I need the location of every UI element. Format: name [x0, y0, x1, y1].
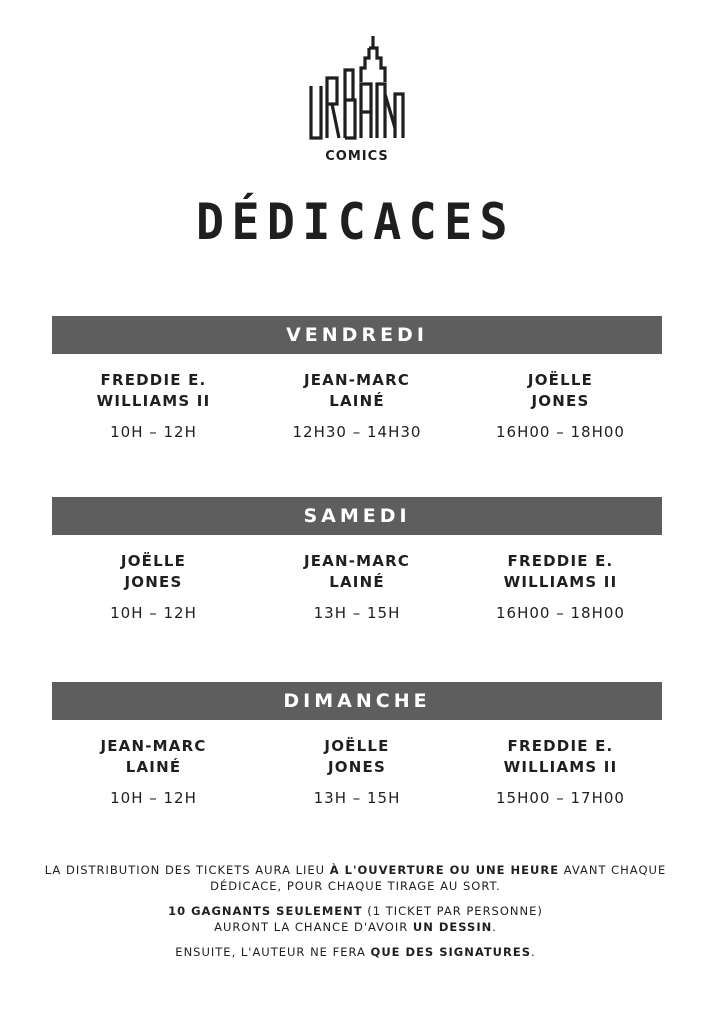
- day-section-sunday: [52, 682, 662, 807]
- author-name: JOËLLE JONES: [324, 737, 390, 776]
- author-name: FREDDIE E. WILLIAMS II: [503, 737, 618, 776]
- day-header: SAMEDI: [52, 497, 662, 535]
- time-slot: 15H00 – 17H00: [496, 789, 625, 807]
- note-text: AVANT CHAQUE DÉDICACE, POUR CHAQUE TIRAGE AU SORT.: [210, 863, 667, 893]
- signing-slot: [52, 370, 255, 441]
- note-emphasis: QUE DES SIGNATURES: [370, 945, 532, 959]
- signing-slot: [52, 551, 255, 622]
- note-text: .: [492, 920, 497, 934]
- note-text: ENSUITE, L'AUTEUR NE FERA: [175, 945, 371, 959]
- note-text: LA DISTRIBUTION DES TICKETS AURA LIEU: [44, 863, 330, 877]
- time-slot: 13H – 15H: [313, 789, 401, 807]
- signing-slot: [459, 551, 662, 622]
- day-header: VENDREDI: [52, 316, 662, 354]
- slots-row: [52, 370, 662, 441]
- time-slot: 12H30 – 14H30: [292, 423, 422, 441]
- note-emphasis: UN DESSIN: [412, 920, 493, 934]
- day-header: DIMANCHE: [52, 682, 662, 720]
- winners-note: [40, 903, 671, 935]
- footer-notes: [40, 862, 671, 969]
- signing-slot: [52, 736, 255, 807]
- signing-slot: [459, 736, 662, 807]
- slots-row: [52, 551, 662, 622]
- urban-skyline-logo-icon: [305, 34, 409, 150]
- page-title: DÉDICACES: [196, 193, 515, 251]
- author-name: JOËLLE JONES: [120, 552, 187, 591]
- author-name: JEAN-MARC LAINÉ: [303, 371, 411, 410]
- time-slot: 10H – 12H: [110, 604, 197, 622]
- author-name: JOËLLE JONES: [527, 371, 594, 410]
- author-name: JEAN-MARC LAINÉ: [303, 552, 411, 591]
- note-text: AURONT LA CHANCE D'AVOIR: [214, 920, 413, 934]
- signing-slot: [255, 736, 459, 807]
- signing-slot: [459, 370, 662, 441]
- author-name: JEAN-MARC LAINÉ: [100, 737, 207, 776]
- day-section-friday: [52, 316, 662, 441]
- ticket-distribution-note: [40, 862, 671, 894]
- note-text: (1 TICKET PAR PERSONNE): [362, 904, 543, 918]
- signing-slot: [255, 370, 459, 441]
- author-name: FREDDIE E. WILLIAMS II: [503, 552, 618, 591]
- slots-row: [52, 736, 662, 807]
- note-text: .: [531, 945, 536, 959]
- day-section-saturday: [52, 497, 662, 622]
- time-slot: 16H00 – 18H00: [496, 604, 625, 622]
- time-slot: 16H00 – 18H00: [496, 423, 625, 441]
- time-slot: 13H – 15H: [313, 604, 401, 622]
- signatures-note: [40, 944, 671, 960]
- urban-comics-logo: [305, 34, 409, 164]
- note-emphasis: 10 GAGNANTS SEULEMENT: [168, 904, 363, 918]
- time-slot: 10H – 12H: [110, 423, 197, 441]
- author-name: FREDDIE E. WILLIAMS II: [96, 371, 211, 410]
- logo-comics-text: COMICS: [325, 149, 389, 164]
- signing-slot: [255, 551, 459, 622]
- time-slot: 10H – 12H: [110, 789, 197, 807]
- note-emphasis: À L'OUVERTURE OU UNE HEURE: [329, 863, 560, 877]
